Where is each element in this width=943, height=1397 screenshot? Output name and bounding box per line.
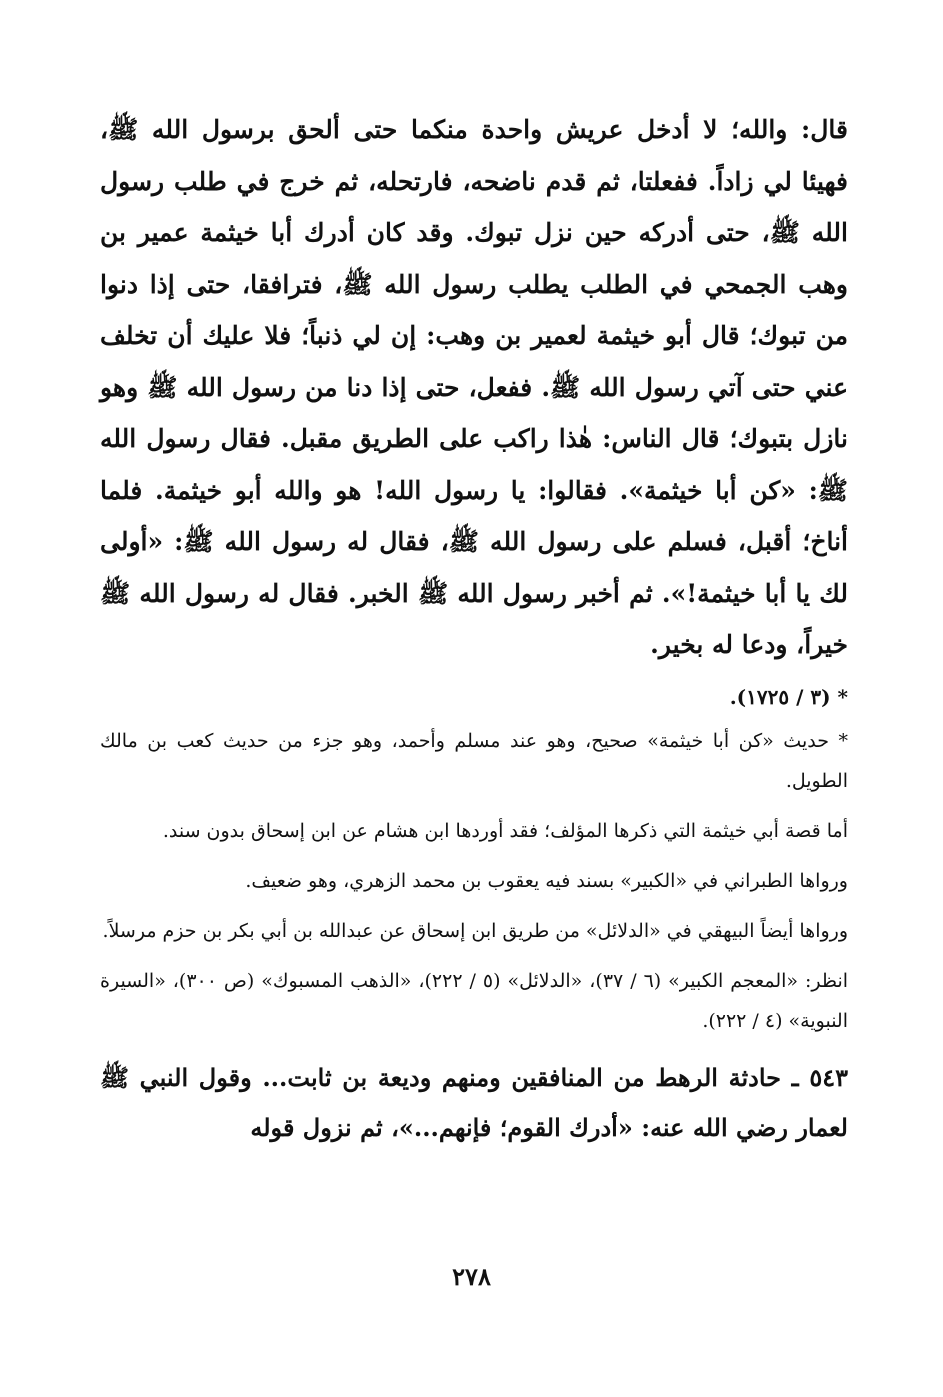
footnotes: [100, 721, 848, 1041]
footnote-sources: انظر: «المعجم الكبير» (٦ / ٣٧)، «الدلائل» (٥ / ٢٢٢)، «الذهب المسبوك» (ص ٣٠٠)، «السيرة النبوية» (٤ / ٢٢٢).: [100, 969, 849, 1032]
footnote-ibn-hisham: أما قصة أبي خيثمة التي ذكرها المؤلف؛ فقد أوردها ابن هشام عن ابن إسحاق بدون سند.: [162, 819, 848, 842]
book-page: [100, 100, 848, 1300]
footnote-tabarani: ورواها الطبراني في «الكبير» بسند فيه يعقوب بن محمد الزهري، وهو ضعيف.: [245, 869, 848, 892]
footnote-hadith-grading: * حديث «كن أبا خيثمة» صحيح، وهو عند مسلم وأحمد، وهو جزء من حديث كعب بن مالك الطويل.: [100, 729, 848, 792]
hadith-reference: * (٣ / ١٧٢٥).: [729, 684, 848, 709]
footnote-bayhaqi: ورواها أيضاً البيهقي في «الدلائل» من طريق ابن إسحاق عن عبدالله بن أبي بكر بن حزم مرسلاً.: [102, 919, 848, 942]
main-text-block: [100, 104, 848, 671]
page-number: ٢٧٨: [452, 1262, 491, 1291]
main-paragraph: قال: والله؛ لا أدخل عريش واحدة منكما حتى ألحق برسول الله ﷺ، فهيئا لي زاداً. ففعلتا، ثم قدم ناضحه، فارتحله، ثم خرج في طلب رسول الله ﷺ، حتى أدركه حين نزل تبوك. وقد كان أدرك أبا خيثمة عمير بن وهب الجمحي في الطلب يطلب رسول الله ﷺ، فترافقا، حتى إذا دنوا من تبوك؛ قال أبو خيثمة لعمير بن وهب: إن لي ذنباً؛ فلا عليك أن تخلف عني حتى آتي رسول الله ﷺ. ففعل، حتى إذا دنا من رسول الله ﷺ وهو نازل بتبوك؛ قال الناس: هٰذا راكب على الطريق مقبل. فقال رسول الله ﷺ: «كن أبا خيثمة». فقالوا: يا رسول الله! هو والله أبو خيثمة. فلما أناخ؛ أقبل، فسلم على رسول الله ﷺ، فقال له رسول الله ﷺ: «أولى لك يا أبا خيثمة!». ثم أخبر رسول الله ﷺ الخبر. فقال له رسول الله ﷺ خيراً، ودعا له بخير.: [100, 115, 848, 659]
section-heading: ٥٤٣ ـ حادثة الرهط من المنافقين ومنهم وديعة بن ثابت... وقول النبي ﷺ لعمار رضي الله عنه: «أدرك القوم؛ فإنهم...»، ثم نزول قوله: [100, 1062, 848, 1142]
